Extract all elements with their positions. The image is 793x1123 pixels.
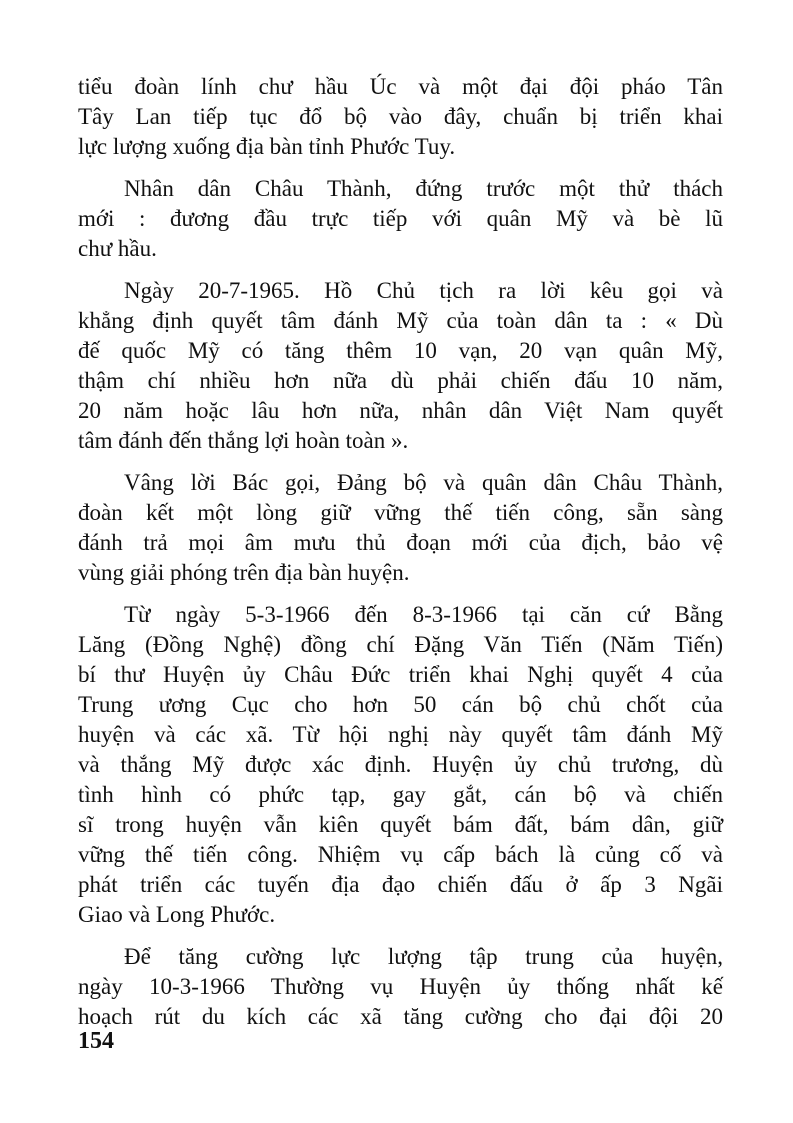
text-line: Trung ương Cục cho hơn 50 cán bộ chủ chốt của	[78, 692, 723, 717]
text-line: tâm đánh đến thắng lợi hoàn toàn ».	[78, 428, 409, 453]
text-line: vững thế tiến công. Nhiệm vụ cấp bách là củng cố và	[78, 842, 723, 867]
paragraph-5	[78, 600, 723, 930]
text-line: vùng giải phóng trên địa bàn huyện.	[78, 560, 410, 585]
paragraph-1	[78, 72, 723, 162]
text-line: lực lượng xuống địa bàn tỉnh Phước Tuy.	[78, 134, 456, 159]
text-line: tiểu đoàn lính chư hầu Úc và một đại đội pháo Tân	[78, 74, 723, 99]
text-line: hoạch rút du kích các xã tăng cường cho đại đội 20	[78, 1004, 723, 1029]
text-line: bí thư Huyện ủy Châu Đức triển khai Nghị quyết 4 của	[78, 662, 723, 687]
text-line: và thắng Mỹ được xác định. Huyện ủy chủ trương, dù	[78, 752, 723, 777]
page-body	[78, 72, 723, 1044]
paragraph-4	[78, 468, 723, 588]
page-number: 154	[78, 1028, 114, 1054]
text-line: Từ ngày 5-3-1966 đến 8-3-1966 tại căn cứ Bằng	[124, 602, 723, 627]
text-line: Lăng (Đồng Nghệ) đồng chí Đặng Văn Tiến (Năm Tiến)	[78, 632, 723, 657]
text-line: đế quốc Mỹ có tăng thêm 10 vạn, 20 vạn quân Mỹ,	[78, 338, 723, 363]
text-line: Giao và Long Phước.	[78, 902, 276, 927]
text-line: mới : đương đầu trực tiếp với quân Mỹ và bè lũ	[78, 206, 723, 231]
text-line: phát triển các tuyến địa đạo chiến đấu ở ấp 3 Ngãi	[78, 872, 723, 897]
text-line: Tây Lan tiếp tục đổ bộ vào đây, chuẩn bị triển khai	[78, 104, 723, 129]
paragraph-3	[78, 276, 723, 456]
paragraph-6	[78, 942, 723, 1032]
text-line: đoàn kết một lòng giữ vững thế tiến công, sẵn sàng	[78, 500, 723, 525]
text-line: sĩ trong huyện vẫn kiên quyết bám đất, bám dân, giữ	[78, 812, 723, 837]
text-line: thậm chí nhiều hơn nữa dù phải chiến đấu 10 năm,	[78, 368, 723, 393]
text-line: ngày 10-3-1966 Thường vụ Huyện ủy thống nhất kế	[78, 974, 723, 999]
text-line: Ngày 20-7-1965. Hồ Chủ tịch ra lời kêu gọi và	[124, 278, 723, 303]
text-line: Vâng lời Bác gọi, Đảng bộ và quân dân Châu Thành,	[124, 470, 723, 495]
text-line: Để tăng cường lực lượng tập trung của huyện,	[124, 944, 723, 969]
paragraph-2	[78, 174, 723, 264]
text-line: đánh trả mọi âm mưu thủ đoạn mới của địch, bảo vệ	[78, 530, 723, 555]
text-line: khẳng định quyết tâm đánh Mỹ của toàn dân ta : « Dù	[78, 308, 723, 333]
text-line: huyện và các xã. Từ hội nghị này quyết tâm đánh Mỹ	[78, 722, 723, 747]
text-line: 20 năm hoặc lâu hơn nữa, nhân dân Việt Nam quyết	[78, 398, 723, 423]
text-line: Nhân dân Châu Thành, đứng trước một thử thách	[124, 176, 723, 201]
text-line: tình hình có phức tạp, gay gắt, cán bộ và chiến	[78, 782, 723, 807]
text-line: chư hầu.	[78, 236, 157, 261]
